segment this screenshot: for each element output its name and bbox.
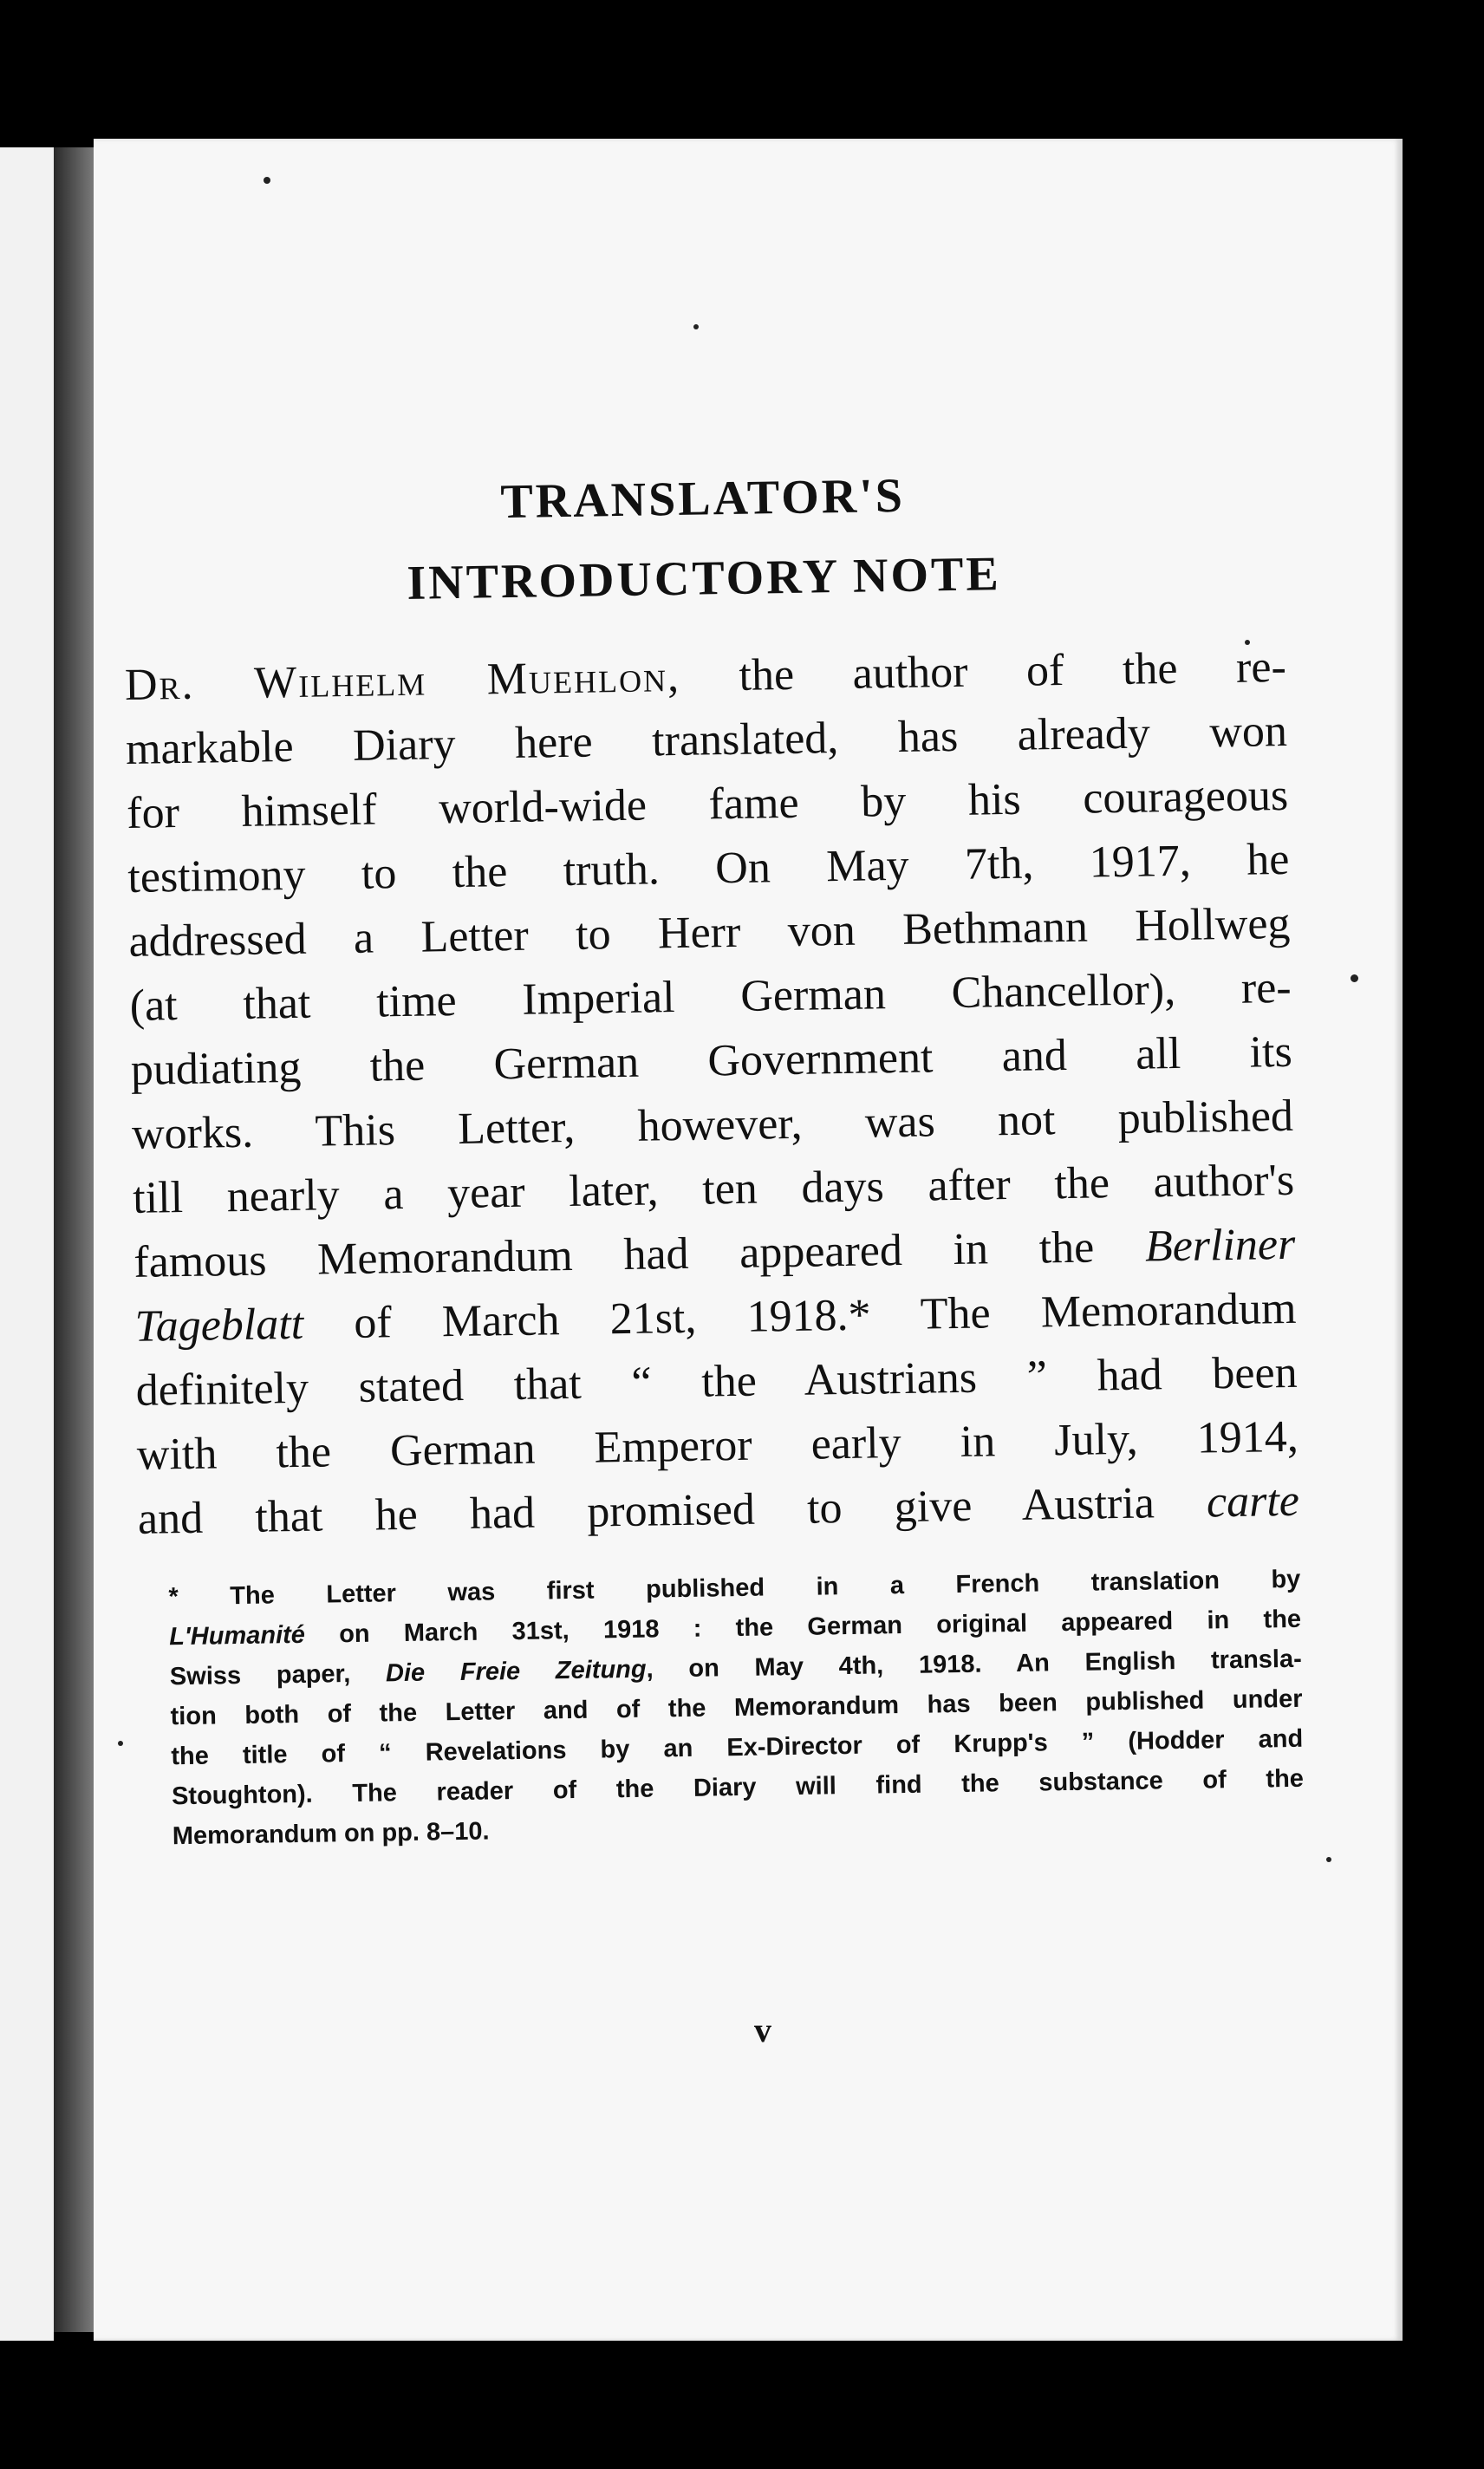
body-line: works. This Letter, however, was not published [131,1091,1294,1159]
italic-humanite: L'Humanité [168,1620,306,1651]
body-line: addressed a Letter to Herr von Bethmann Hollweg [128,898,1291,967]
dust-speck [264,177,270,184]
body-line: Tageblatt of March 21st, 1918.* The Memorandum [134,1283,1297,1352]
book-gutter [54,147,94,2332]
footnote-line: Stoughton). The reader of the Diary will find the substance of the [171,1764,1305,1811]
body-line: and that he had promised to give Austria carte [137,1476,1300,1544]
body-line: (at that time Imperial German Chancellor), re- [129,962,1292,1031]
italic-berliner: Berliner [1144,1219,1296,1272]
footnote-line: the title of “ Revelations by an Ex-Director of Krupp's ” (Hodder and [171,1724,1304,1771]
footnote-line: Memorandum on pp. 8–10. [172,1817,490,1851]
body-paragraph [124,635,1299,1552]
footnote [139,1560,1305,1857]
italic-tageblatt: Tageblatt [134,1299,304,1352]
dust-speck [118,1741,123,1746]
italic-freie-zeitung: Die Freie Zeitung [385,1655,647,1688]
body-line: pudiating the German Government and all its [130,1026,1293,1095]
author-name: Dr. Wilhelm Muehlon, [124,651,681,710]
body-line: definitely stated that “ the Austrians ” had been [135,1347,1298,1416]
body-line: Dr. Wilhelm Muehlon, the author of the re- [124,642,1287,710]
dust-speck [1326,1857,1331,1862]
title-line-2: INTRODUCTORY NOTE [406,547,1002,610]
body-line: with the German Emperor early in July, 1914, [136,1411,1299,1480]
body-line: for himself world-wide fame by his courageous [126,770,1289,838]
dust-speck [693,324,699,329]
body-line: famous Memorandum had appeared in the Berliner [133,1219,1296,1287]
page-content [121,450,1305,1857]
body-line: testimony to the truth. On May 7th, 1917, he [127,834,1290,902]
page-title [121,450,1285,628]
body-line: till nearly a year later, ten days after the author's [132,1155,1295,1223]
title-line-1: TRANSLATOR'S [499,468,906,530]
footnote-line: tion both of the Letter and of the Memorandum has been published under [170,1684,1303,1731]
body-line: markable Diary here translated, has already won [125,706,1288,774]
page-number: v [754,2010,771,2049]
footnote-line: L'Humanité on March 31st, 1918 : the German original appeared in the [168,1605,1302,1651]
footnote-line: * The Letter was first published in a French translation by [168,1565,1301,1612]
italic-carte: carte [1206,1476,1300,1528]
dust-speck [1351,974,1358,982]
facing-page-edge [0,147,54,2341]
footnote-line: Swiss paper, Die Freie Zeitung, on May 4th, 1918. An English transla- [169,1645,1302,1691]
